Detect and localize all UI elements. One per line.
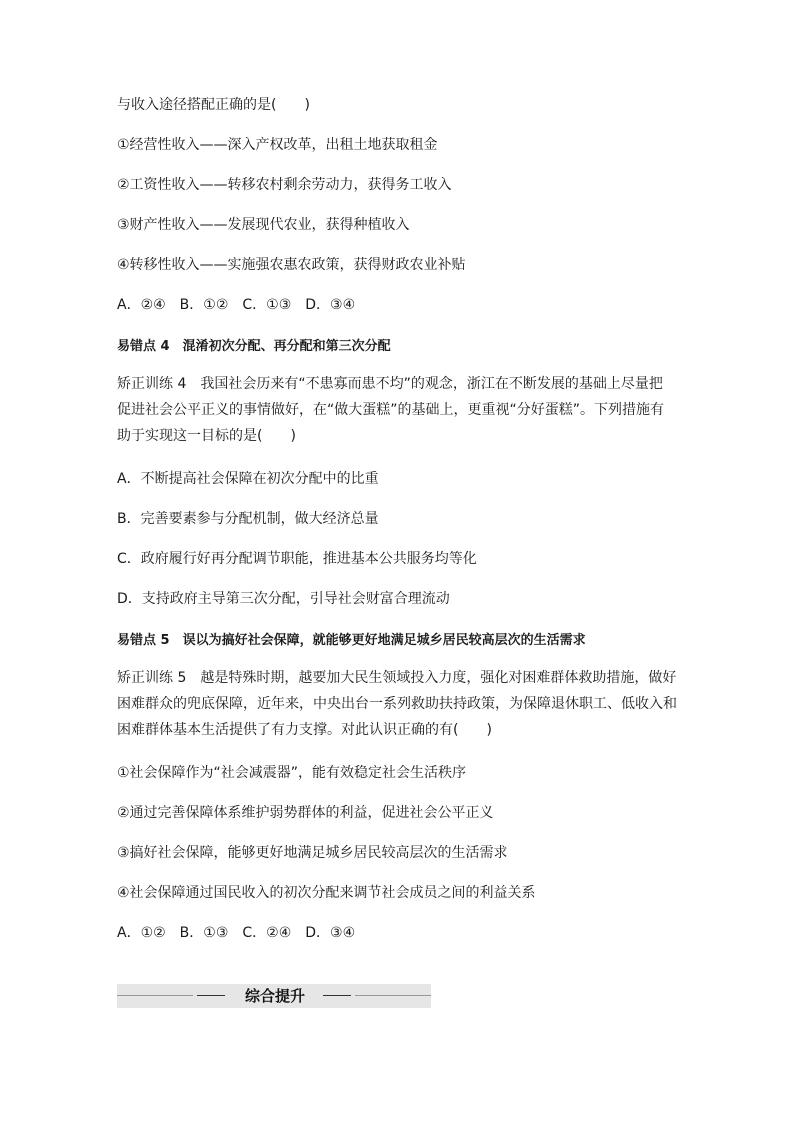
section-banner-title: 综合提升 — [244, 987, 305, 1005]
banner-rule-left — [117, 995, 193, 996]
section-banner — [117, 984, 431, 1008]
question4-stem-line-3: 助于实现这一目标的是( ) — [117, 428, 296, 444]
question4-stem-line-1: 矫正训练 4 我国社会历来有“不患寡而患不均”的观念，浙江在不断发展的基础上尽量把 — [117, 376, 663, 392]
question4-option-b: B．完善要素参与分配机制，做大经济总量 — [117, 511, 379, 527]
question3-options: A．②④ B．①② C．①③ D．③④ — [117, 297, 356, 313]
question3-item-1: ①经营性收入——深入产权改革，出租土地获取租金 — [117, 137, 438, 153]
question5-stem-line-1: 矫正训练 5 越是特殊时期，越要加大民生领域投入力度，强化对困难群体救助措施，做好 — [117, 670, 677, 686]
error-point-4-heading: 易错点 4 混淆初次分配、再分配和第三次分配 — [117, 339, 391, 354]
question5-item-1: ①社会保障作为“社会减震器”，能有效稳定社会生活秩序 — [117, 765, 467, 781]
question4-option-a: A．不断提高社会保障在初次分配中的比重 — [117, 471, 379, 487]
question4-option-c: C．政府履行好再分配调节职能，推进基本公共服务均等化 — [117, 551, 477, 567]
question5-stem — [117, 665, 677, 743]
question4-option-d: D．支持政府主导第三次分配，引导社会财富合理流动 — [117, 591, 450, 607]
banner-rule-right — [355, 995, 431, 996]
document-page — [117, 95, 677, 943]
question4-stem — [117, 371, 677, 449]
question5-options: A．①② B．①③ C．②④ D．③④ — [117, 925, 356, 941]
question5-item-3: ③搞好社会保障，能够更好地满足城乡居民较高层次的生活需求 — [117, 845, 508, 861]
banner-rule-left-inner — [197, 995, 225, 996]
question5-item-2: ②通过完善保障体系维护弱势群体的利益，促进社会公平正义 — [117, 805, 494, 821]
question5-stem-line-2: 困难群众的兜底保障，近年来，中央出台一系列救助扶持政策，为保障退休职工、低收入和 — [117, 696, 677, 712]
banner-rule-right-inner — [323, 995, 351, 996]
question3-item-4: ④转移性收入——实施强农惠农政策，获得财政农业补贴 — [117, 257, 466, 273]
question4-stem-line-2: 促进社会公平正义的事情做好，在“做大蛋糕”的基础上，更重视“分好蛋糕”。下列措施有 — [117, 402, 665, 418]
question5-stem-line-3: 困难群体基本生活提供了有力支撑。对此认识正确的有( ) — [117, 722, 492, 738]
question3-item-3: ③财产性收入——发展现代农业，获得种植收入 — [117, 217, 410, 233]
question3-stem-tail: 与收入途径搭配正确的是( ) — [117, 97, 310, 113]
error-point-5-heading: 易错点 5 误以为搞好社会保障，就能够更好地满足城乡居民较高层次的生活需求 — [117, 633, 586, 648]
question3-item-2: ②工资性收入——转移农村剩余劳动力，获得务工收入 — [117, 177, 452, 193]
question5-item-4: ④社会保障通过国民收入的初次分配来调节社会成员之间的利益关系 — [117, 885, 536, 901]
